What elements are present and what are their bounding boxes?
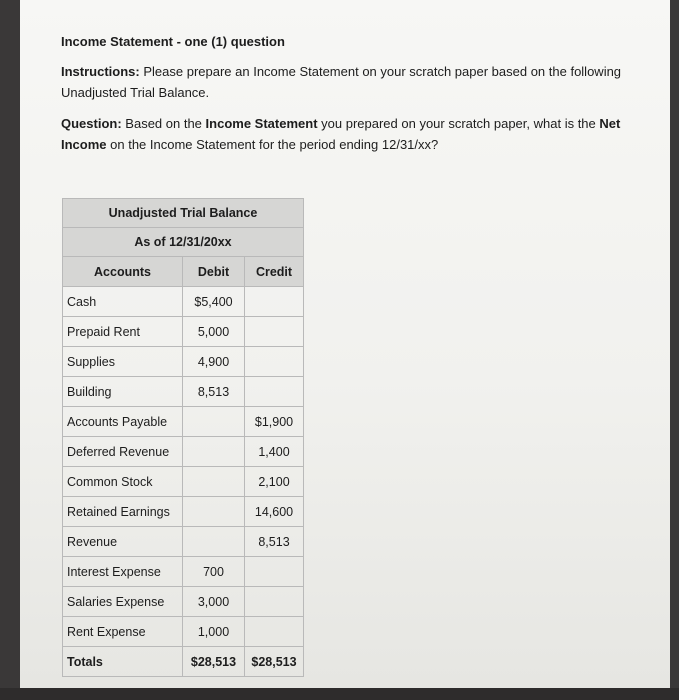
- account-name: Prepaid Rent: [63, 317, 183, 347]
- credit-amount: 8,513: [245, 527, 304, 557]
- table-row: [63, 287, 304, 317]
- account-name: Revenue: [63, 527, 183, 557]
- header-debit: Debit: [183, 257, 245, 287]
- question: [61, 113, 651, 155]
- debit-amount: 1,000: [183, 617, 245, 647]
- table-row: [63, 347, 304, 377]
- question-bold-1: Income Statement: [205, 116, 318, 131]
- totals-row: [63, 647, 304, 677]
- header-credit: Credit: [245, 257, 304, 287]
- header-accounts: Accounts: [63, 257, 183, 287]
- trial-balance-table: [62, 198, 304, 677]
- question-text-2: you prepared on your scratch paper, what is the: [321, 116, 596, 131]
- debit-amount: [183, 497, 245, 527]
- instructions-text: Please prepare an Income Statement on your scratch paper based on the following Unadjusted Trial Balance.: [61, 64, 622, 100]
- credit-amount: 2,100: [245, 467, 304, 497]
- desk-edge: [0, 688, 679, 700]
- table-row: [63, 557, 304, 587]
- debit-amount: $5,400: [183, 287, 245, 317]
- credit-amount: $1,900: [245, 407, 304, 437]
- instructions: [61, 61, 651, 103]
- credit-amount: [245, 587, 304, 617]
- account-name: Rent Expense: [63, 617, 183, 647]
- totals-credit: $28,513: [245, 647, 304, 677]
- table-row: [63, 527, 304, 557]
- table-row: [63, 617, 304, 647]
- credit-amount: [245, 377, 304, 407]
- totals-label: Totals: [63, 647, 183, 677]
- account-name: Salaries Expense: [63, 587, 183, 617]
- credit-amount: [245, 347, 304, 377]
- table-row: [63, 467, 304, 497]
- debit-amount: 700: [183, 557, 245, 587]
- account-name: Interest Expense: [63, 557, 183, 587]
- page-title: Income Statement - one (1) question: [61, 34, 285, 49]
- account-name: Building: [63, 377, 183, 407]
- debit-amount: 8,513: [183, 377, 245, 407]
- debit-amount: [183, 527, 245, 557]
- credit-amount: 14,600: [245, 497, 304, 527]
- debit-amount: 3,000: [183, 587, 245, 617]
- account-name: Common Stock: [63, 467, 183, 497]
- question-text-1: Based on the: [125, 116, 202, 131]
- account-name: Accounts Payable: [63, 407, 183, 437]
- question-text-3: on the Income Statement for the period ending 12/31/xx?: [110, 137, 439, 152]
- question-bold-2: Net Income: [61, 116, 621, 152]
- totals-debit: $28,513: [183, 647, 245, 677]
- debit-amount: [183, 437, 245, 467]
- account-name: Cash: [63, 287, 183, 317]
- table-row: [63, 407, 304, 437]
- credit-amount: [245, 617, 304, 647]
- table-row: [63, 587, 304, 617]
- table-row: [63, 317, 304, 347]
- debit-amount: 4,900: [183, 347, 245, 377]
- debit-amount: 5,000: [183, 317, 245, 347]
- account-name: Deferred Revenue: [63, 437, 183, 467]
- debit-amount: [183, 407, 245, 437]
- credit-amount: [245, 317, 304, 347]
- question-label: Question:: [61, 116, 122, 131]
- credit-amount: [245, 287, 304, 317]
- table-title: Unadjusted Trial Balance: [63, 199, 304, 228]
- account-name: Supplies: [63, 347, 183, 377]
- instructions-label: Instructions:: [61, 64, 140, 79]
- table-row: [63, 497, 304, 527]
- table-row: [63, 377, 304, 407]
- debit-amount: [183, 467, 245, 497]
- credit-amount: 1,400: [245, 437, 304, 467]
- table-row: [63, 437, 304, 467]
- credit-amount: [245, 557, 304, 587]
- table-subtitle: As of 12/31/20xx: [63, 228, 304, 257]
- account-name: Retained Earnings: [63, 497, 183, 527]
